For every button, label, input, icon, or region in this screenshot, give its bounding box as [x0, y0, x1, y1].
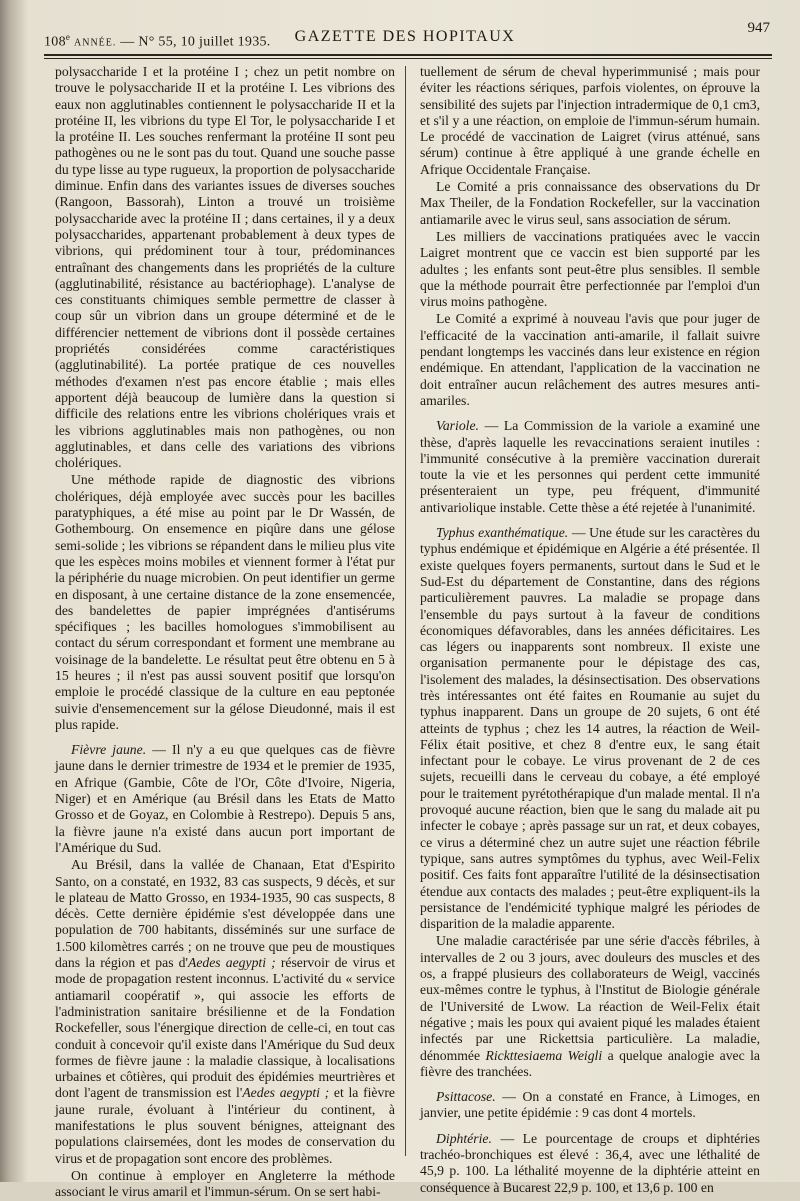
page-number: 947: [747, 20, 770, 36]
paragraph: tuellement de sérum de cheval hyperimmunisé ; mais pour éviter les réactions sériques, parfois violentes, on éprouve la sensibilité des sujets par l'injection intradermique de 0,1 cm3, et s'il y a une réaction, on emploie de l'immun-sérum humain. Le procédé de vaccination de Laigret (virus atténué, sans sérum) continue à être appliqué à une grande échelle en Afrique Occidentale Française.: [420, 64, 760, 177]
section-text: — On a constaté en France, à Limoges, en janvier, une petite épidémie : 9 cas dont 4 mortels.: [420, 1089, 760, 1121]
page-header: [40, 20, 770, 56]
italic-term: Aedes aegypti ;: [187, 955, 276, 971]
right-column: [420, 64, 760, 1197]
section-text: — La Commission de la variole a examiné une thèse, d'après laquelle les revaccinations seraient inutiles : l'immunité consécutive à la première vaccination durerait toute la vie et les personnes qui perdent cette immunité présenteraient un type, peu fréquent, d'immunité antivariolique instable. Cette thèse a été rejetée à l'unanimité.: [420, 418, 760, 515]
text-run: Au Brésil, dans la vallée de Chanaan, Etat d'Espirito Santo, on a constaté, en 1932, 83 cas suspects, 9 décès, et sur le plateau de Matto Grosso, en 1934-1935, 90 cas suspects, 8 décès. Cette dernière épidémie s'est développée dans une population de 700 habitants, disséminés sur une surface de 1.500 kilomètres carrés ; on ne trouve que peu de moustiques dans la région et pas d': [55, 857, 395, 971]
section-heading: Psittacose.: [436, 1089, 496, 1105]
header-rule-thin: [44, 58, 772, 59]
issue-number: — N° 55, 10 juillet 1935.: [120, 34, 271, 50]
section-variole: [420, 418, 760, 516]
section-heading: Typhus exanthématique.: [436, 525, 569, 541]
italic-term: Rickttesiaema Weigli: [485, 1047, 603, 1063]
section-psittacose: [420, 1089, 760, 1122]
text-run: a quelque analogie avec la fièvre des tranchées.: [420, 1047, 760, 1079]
journal-title: GAZETTE DES HOPITAUX: [294, 28, 516, 45]
text-run: et la fièvre jaune rurale, évoluant à l'intérieur du continent, à manifestations le plus souvent bénignes, atteignant des populations clairsemées, dont les modes de conservation du virus et de propagation sont encore des problèmes.: [55, 1085, 395, 1166]
issue-year: 108: [44, 34, 66, 50]
paragraph: Le Comité a pris connaissance des observations du Dr Max Theiler, de la Fondation Rockefeller, sur la vaccination antiamarile avec le virus seul, sans association de sérum.: [420, 179, 760, 227]
section-heading: Fièvre jaune.: [71, 742, 147, 758]
section-heading: Variole.: [436, 418, 479, 434]
section-text: — Le pourcentage de croups et diphtéries trachéo-bronchiques est élevé : 36,4, avec une léthalité de 45,9 p. 100. La léthalité moyenne de la diphtérie atteint en conséquence à Bucarest 22,9 p. 100, et 13,6 p. 100 en: [420, 1130, 760, 1195]
paragraph: Une méthode rapide de diagnostic des vibrions cholériques, déjà employée avec succès pour les bacilles paratyphiques, a été mise au point par le Dr Wassén, de Gothembourg. On ensemence en piqûre dans une gélose semi-solide ; les vibrions se répandent dans le milieu plus vite que les espèces moins mobiles et viennent former à l'état pur la périphérie du nuage microbien. On peut identifier un germe en disposant, à une certaine distance de la zone ensemencée, des bandelettes de papier imprégnées d'antisérums spécifiques ; les bacilles homologues s'immobilisent au contact du sérum correspondant et forment une membrane au voisinage de la bandelette. Le résultat peut être obtenu en 5 à 15 heures ; il n'est pas aussi souvent positif que lorsqu'on emploie le procédé classique de la culture en eau peptonée suivie d'ensemencement sur la gélose Dieudonné, mais il est plus rapide.: [55, 472, 395, 732]
header-rule-thick: [44, 54, 772, 56]
paragraph: [420, 933, 760, 1080]
paragraph: Les milliers de vaccinations pratiquées avec le vaccin Laigret montrent que ce vaccin est bien supporté par les adultes ; les enfants sont peut-être plus sensibles. Il semble que la méthode pourrait être perfectionnée par l'emploi d'un virus moins pathogène.: [420, 228, 760, 310]
column-divider: [405, 66, 406, 1156]
paragraph: On continue à employer en Angleterre la méthode associant le virus amaril et l'immun-sérum. On se sert habi-: [55, 1167, 395, 1200]
paragraph: [55, 857, 395, 1167]
section-fievre-jaune: [55, 742, 395, 856]
section-typhus: [420, 525, 760, 932]
section-text: — Une étude sur les caractères du typhus endémique et épidémique en Algérie a été présentée. Il existe quelques foyers permanents, surtout dans le Sud et le Sud-Est du département de Constantine, dans des régions particulièrement pauvres. La maladie se propage dans l'ensemble du pays surtout à la faveur de conditions économiques défavorables, dans les années déficitaires. Les cas légers ou inapparents sont nombreux. Il existe une organisation permanente pour le dépistage des cas, l'isolement des malades, la désinsectisation. Des observations très intéressantes ont été faites en Roumanie au sujet du typhus inapparent. Dans un groupe de 20 sujets, 6 ont été atteints de typhus ; chez les 14 autres, la réaction de Weil-Félix était positive, et chez 8 d'entre eux, le sang était infectant pour le cobaye. Le virus provenant de 2 de ces sujets, recueilli dans le cerveau du cobaye, a été employé pour le traitement pyrétothérapique d'un malade mental. Il n'a provoqué aucune réaction, bien que le sang du malade ait pu infecter le cobaye ; après passage sur un rat, et deux cobayes, ce virus a déterminé chez un autre sujet une réaction fébrile typique, sans autres symptômes du typhus, avec Weil-Felix positif. Ces faits font apparaître l'utilité de la désinsectisation étendue aux contacts des malades ; peut-être expliquent-ils la persistance de l'endémicité typhique malgré les périodes de disparition de la maladie apparente.: [420, 525, 761, 932]
paragraph: Le Comité a exprimé à nouveau l'avis que pour juger de l'efficacité de la vaccination anti-amarile, il fallait suivre pendant longtemps les vaccinés dans leur existence en région endémique. En attendant, l'application de la vaccination ne doit entraîner aucun relâchement des autres mesures anti-amariles.: [420, 311, 760, 408]
section-text: — Il n'y a eu que quelques cas de fièvre jaune dans le dernier trimestre de 1934 et le premier de 1935, en Afrique (Gambie, Côte de l'Or, Côte d'Ivoire, Nigeria, Niger) et en Amérique (au Brésil dans les Etats de Matto Grosso et de Goyaz, en Colombie à Restrepo). Depuis 5 ans, la fièvre jaune n'a existé dans aucun port important de l'Amérique du Sud.: [55, 742, 395, 855]
section-diphterie: [420, 1131, 760, 1196]
issue-year-word: ANNÉE.: [74, 37, 117, 49]
italic-term: Aedes aegypti ;: [242, 1085, 330, 1101]
paragraph: polysaccharide I et la protéine I ; chez un petit nombre on trouve le polysaccharide II et la protéine I. Les vibrions des eaux non agglutinables contiennent le polysaccharide II et la protéine II, les vibrions du type El Tor, le polysaccharide I et la protéine II. Les souches renfermant la protéine II sont peu pathogènes ou ne le sont pas du tout. Quand une souche passe du type lisse au type rugueux, la proportion de polysaccharide diminue. Enfin dans des variantes issues de diverses souches (Rangoon, Bassorah), Linton a trouvé un troisième polysaccharide avec la protéine II ; dans certaines, il y a deux polysaccharides, appartenant probablement à deux types de vibrions, qui prédominent tour à tour, prédominances entraînant des changements dans les propriétés de la culture (agglutinabilité, résistance au bactériophage). L'analyse de ces constituants chimiques semble permettre de classer à coup sûr un vibrion dans un groupe déterminé et de le différencier nettement de vibrions dont il possède certaines propriétés considérées comme caractéristiques (agglutinabilité). La portée pratique de ces nouvelles méthodes d'examen n'est pas encore établie ; mais elles apportent déjà beaucoup de lumière dans la question si difficile des relations entre les vibrions cholériques vrais et les vibrions agglutinables mais non pathogènes, ou non agglutinables, et dans celle des variations des vibrions cholériques.: [55, 64, 395, 471]
section-heading: Diphtérie.: [436, 1130, 492, 1146]
text-run: réservoir de virus et mode de propagation restent inconnus. L'activité du « service antiamaril coopératif », qui associe les efforts de l'administration sanitaire brésilienne et de la Fondation Rockefeller, sous l'énergique direction de celle-ci, en tout cas conduit à concevoir qu'il existe dans l'Amérique du Sud deux formes de fièvre jaune : la maladie classique, à localisations urbaines et côtières, qui produit des épidémies meurtrières et dont l'agent de transmission est l': [55, 955, 395, 1101]
issue-year-suffix: e: [65, 32, 71, 42]
text-run: Une maladie caractérisée par une série d'accès fébriles, à intervalles de 2 ou 3 jours, avec douleurs des muscles et des os, a frappé plusieurs des collaborateurs de Weigl, vaccinés eux-mêmes contre le typhus, à l'Institut de Biologie générale de l'Université de Lwow. La réaction de Weil-Felix était négative ; mais les poux qui avaient piqué les malades étaient infectés par une Rickettsia particulière. La maladie, dénommée: [420, 933, 760, 1063]
left-column: [55, 64, 395, 1201]
